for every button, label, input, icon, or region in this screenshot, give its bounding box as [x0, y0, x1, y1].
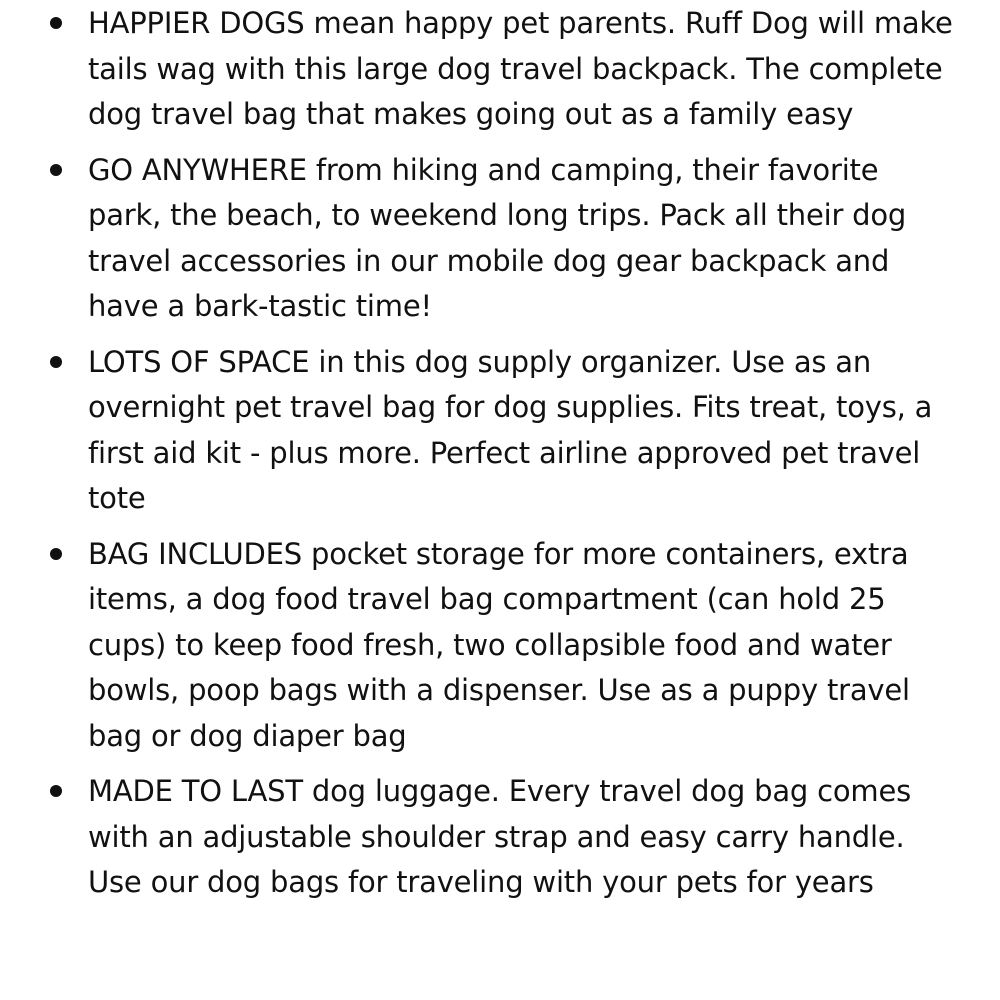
bullet-dot-icon: [50, 785, 62, 797]
feature-bullet-text: HAPPIER DOGS mean happy pet parents. Ruff Dog will make tails wag with this large dog travel backpack. The complete dog travel bag that makes going out as a family easy: [88, 6, 953, 131]
feature-bullet-item: [0, 532, 1000, 760]
bullet-dot-icon: [50, 17, 62, 29]
bullet-dot-icon: [50, 548, 62, 560]
feature-bullet-item: [0, 769, 1000, 906]
feature-bullet-text: LOTS OF SPACE in this dog supply organizer. Use as an overnight pet travel bag for dog supplies. Fits treat, toys, a first aid kit - plus more. Perfect airline approved pet travel tote: [88, 344, 933, 515]
feature-bullet-item: [0, 1, 1000, 138]
feature-bullet-item: [0, 148, 1000, 330]
bullet-dot-icon: [50, 356, 62, 368]
feature-bullet-text: GO ANYWHERE from hiking and camping, their favorite park, the beach, to weekend long trips. Pack all their dog travel accessories in our mobile dog gear backpack and have a bark-tastic time!: [88, 152, 907, 323]
feature-bullet-item: [0, 340, 1000, 522]
feature-bullet-text: BAG INCLUDES pocket storage for more containers, extra items, a dog food travel bag compartment (can hold 25 cups) to keep food fresh, two collapsible food and water bowls, poop bags with a dispenser. Use as a puppy travel bag or dog diaper bag: [88, 536, 910, 753]
feature-bullet-text: MADE TO LAST dog luggage. Every travel dog bag comes with an adjustable shoulder strap and easy carry handle. Use our dog bags for traveling with your pets for years: [88, 774, 912, 899]
feature-bullet-list: [0, 1, 1000, 906]
bullet-dot-icon: [50, 164, 62, 176]
